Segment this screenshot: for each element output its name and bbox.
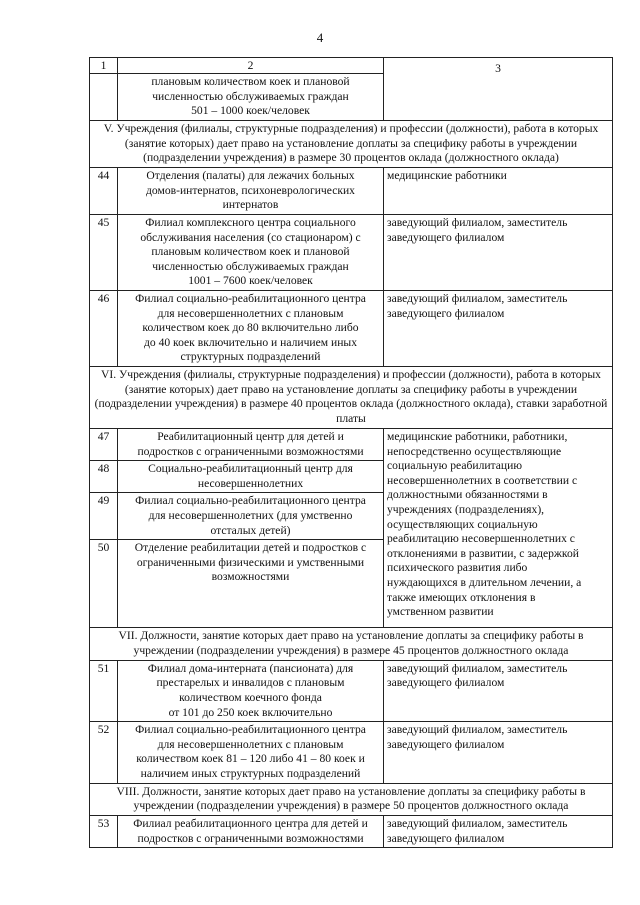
row-description: Филиал реабилитационного центра для детей и подростков с ограниченными возможностями (118, 816, 384, 848)
section-title: V. Учреждения (филиалы, структурные подразделения) и профессии (должности), работа в которых (занятие которых) дает право на установление доплаты за специфику работы в учреждении (подразделении учреждения) в размере 30 процентов оклада (должностного оклада) (90, 120, 613, 167)
row-description: Филиал социально-реабилитационного центра для несовершеннолетних (для умственно отсталых детей) (118, 493, 384, 540)
row-positions-shared: медицинские работники, работники, непосредственно осуществляющие социальную реабилитацию несовершеннолетних в соответствии с должностными обязанностями в учреждениях (подразделениях), осуществляющих социальную реабилитацию несовершеннолетних с отклонениями в развитии, с задержкой психического развития либо нуждающихся в длительном лечении, а также имеющих отклонения в умственном развитии (384, 429, 613, 628)
section-heading-row (90, 783, 613, 816)
section-heading-row (90, 628, 613, 661)
row-number: 50 (90, 540, 118, 628)
row-positions: заведующий филиалом, заместитель заведующего филиалом (384, 660, 613, 721)
header-col-2: 2 (118, 58, 384, 74)
row-description: Филиал комплексного центра социального обслуживания населения (со стационаром) с плановым количеством коек и плановой численностью обслуживаемых граждан 1001 – 7600 коек/человек (118, 214, 384, 290)
row-description: плановым количеством коек и плановой численностью обслуживаемых граждан 501 – 1000 коек/человек (118, 74, 384, 121)
row-number: 49 (90, 493, 118, 540)
section-heading-row (90, 120, 613, 167)
table-row (90, 660, 613, 721)
page-number: 4 (316, 30, 324, 45)
row-positions: заведующий филиалом, заместитель заведующего филиалом (384, 722, 613, 783)
row-number: 47 (90, 429, 118, 461)
section-title: VI. Учреждения (филиалы, структурные подразделения) и профессии (должности), работа в которых (занятие которых) дает право на установление доплаты за специфику работы в учреждении (подразделении учреждения) в размере 40 процентов оклада (должностного оклада), ставки заработной платы (90, 366, 613, 428)
row-description: Отделение реабилитации детей и подростков с ограниченными физическими и умственными возможностями (118, 540, 384, 628)
table-row (90, 816, 613, 848)
header-col-3: 3 (384, 58, 613, 121)
section-title: VIII. Должности, занятие которых дает право на установление доплаты за специфику работы в учреждении (подразделении учреждения) в размере 50 процентов должностного оклада (90, 783, 613, 816)
row-positions: заведующий филиалом, заместитель заведующего филиалом (384, 290, 613, 366)
row-number: 45 (90, 214, 118, 290)
table-row (90, 168, 613, 215)
row-number (90, 74, 118, 121)
row-description: Филиал дома-интерната (пансионата) для престарелых и инвалидов с плановым количеством коечного фонда от 101 до 250 коек включительно (118, 660, 384, 721)
row-number: 51 (90, 660, 118, 721)
row-number: 46 (90, 290, 118, 366)
row-number: 52 (90, 722, 118, 783)
row-description: Отделения (палаты) для лежачих больных домов-интернатов, психоневрологических интернатов (118, 168, 384, 215)
row-number: 44 (90, 168, 118, 215)
table-row (90, 214, 613, 290)
row-description: Филиал социально-реабилитационного центра для несовершеннолетних с плановым количеством коек 81 – 120 либо 41 – 80 коек и наличием иных структурных подразделений (118, 722, 384, 783)
row-description: Филиал социально-реабилитационного центра для несовершеннолетних с плановым количеством коек до 80 включительно либо до 40 коек включительно и наличием иных структурных подразделений (118, 290, 384, 366)
table-row (90, 722, 613, 783)
section-title: VII. Должности, занятие которых дает право на установление доплаты за специфику работы в учреждении (подразделении учреждения) в размере 45 процентов должностного оклада (90, 628, 613, 661)
table-row (90, 429, 613, 461)
row-number: 53 (90, 816, 118, 848)
header-col-1: 1 (90, 58, 118, 74)
table-row (90, 290, 613, 366)
row-positions: заведующий филиалом, заместитель заведующего филиалом (384, 816, 613, 848)
row-positions: заведующий филиалом, заместитель заведующего филиалом (384, 214, 613, 290)
row-description: Реабилитационный центр для детей и подростков с ограниченными возможностями (118, 429, 384, 461)
row-positions: медицинские работники (384, 168, 613, 215)
section-heading-row (90, 366, 613, 428)
table-header-row (90, 58, 613, 74)
row-description: Социально-реабилитационный центр для несовершеннолетних (118, 461, 384, 493)
row-number: 48 (90, 461, 118, 493)
allowance-table (89, 57, 613, 848)
